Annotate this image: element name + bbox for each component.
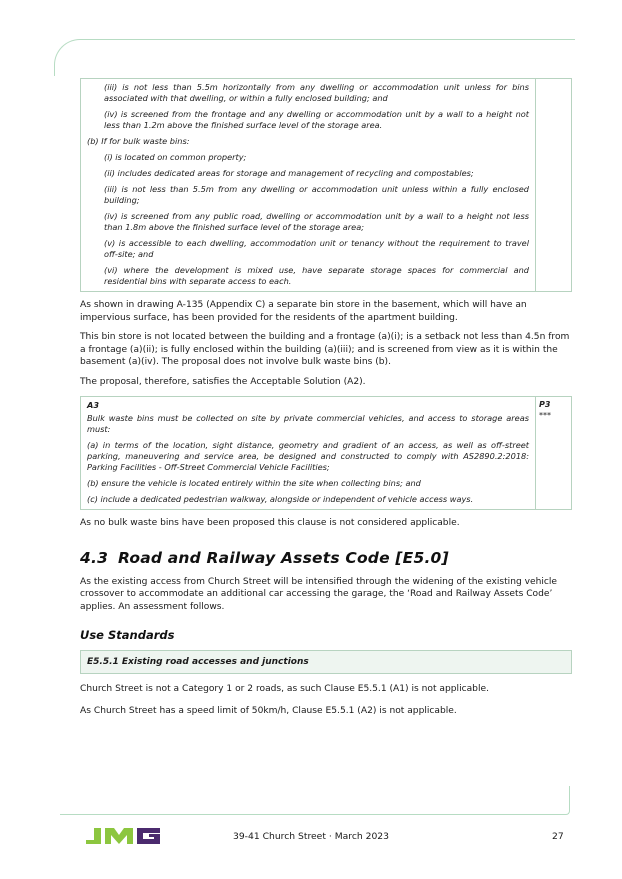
table-a2-item-a-iii: (iii) is not less than 5.5m horizontally from any dwelling or accommodation unit unless for bins associated with that dwelling, or within a fully enclosed building; and <box>104 82 529 103</box>
table-a3-item-c: (c) include a dedicated pedestrian walkway, alongside or independent of vehicle access ways. <box>87 494 474 504</box>
table-a2-item-b-iv: (iv) is screened from any public road, dwelling or accommodation unit by a wall to a height not less than 1.8m above the finished surface level of the storage area; <box>104 211 529 232</box>
table-a2-item-b-i: (i) is located on common property; <box>104 152 247 162</box>
page-corner-bottom-decoration <box>60 786 570 815</box>
section-number: 4.3 <box>80 548 109 567</box>
page-content <box>80 78 572 717</box>
paragraph-bin-store: As shown in drawing A-135 (Appendix C) a separate bin store in the basement, which will have an impervious surface, has been provided for the residents of the apartment building. <box>80 300 527 323</box>
table-a2-item-b-vi: (vi) where the development is mixed use, have separate storage spaces for commercial and residential bins with separate access to each. <box>104 265 529 286</box>
page-number: 27 <box>552 831 564 842</box>
paragraph-road-assets: As the existing access from Church Street will be intensified through the widening of the existing vehicle crossover to accommodate an additional car accessing the garage, the ‘Road and Railway Assets Code’ applies. An assessment follows. <box>80 576 558 612</box>
table-a3-item-a: (a) in terms of the location, sight distance, geometry and gradient of an access, as well as off-street parking, maneuvering and service area, be designed and constructed to comply with AS2890.2:2018: Parking Facilities - Off-Street Commercial Vehicle Facilities; <box>87 440 529 472</box>
table-a3-performance-code: P3 <box>539 400 551 409</box>
paragraph-bin-location: This bin store is not located between the building and a frontage (a)(i); is a setback not less than 4.5n from a frontage (a)(ii); is fully enclosed within the building (a)(iii); and is screened from view as it is within the basement (a)(iv). The proposal does not involve bulk waste bins (b). <box>80 332 570 367</box>
table-a3-code: A3 <box>87 400 100 410</box>
table-a2-item-b-ii: (ii) includes dedicated areas for storage and management of recycling and compostables; <box>104 168 474 178</box>
table-a3-intro: Bulk waste bins must be collected on site by private commercial vehicles, and access to storage areas must: <box>87 413 529 434</box>
section-heading <box>80 549 572 567</box>
acceptable-solution-table-a3 <box>80 396 572 510</box>
paragraph-conclusion-a2: The proposal, therefore, satisfies the Acceptable Solution (A2). <box>80 376 366 387</box>
section-title: Road and Railway Assets Code [E5.0] <box>118 548 449 567</box>
table-a2-item-b-v: (v) is accessible to each dwelling, accommodation unit or tenancy without the requirement to travel off-site; and <box>104 238 529 259</box>
table-a3-item-b: (b) ensure the vehicle is located entirely within the site when collecting bins; and <box>87 478 421 488</box>
paragraph-category: Church Street is not a Category 1 or 2 roads, as such Clause E5.5.1 (A1) is not applicable. <box>80 684 489 694</box>
acceptable-solution-table-a2 <box>80 78 572 292</box>
table-a3-main-cell <box>81 397 536 509</box>
table-a2-item-a-iv: (iv) is screened from the frontage and any dwelling or accommodation unit by a wall to a height not less than 1.2m above the finished surface level of the storage area. <box>104 109 529 130</box>
paragraph-bulk-waste: As no bulk waste bins have been proposed this clause is not considered applicable. <box>80 518 460 528</box>
table-a2-item-b-iii: (iii) is not less than 5.5m from any dwelling or accommodation unit unless within a fully enclosed building; <box>104 184 529 205</box>
footer-text: 39-41 Church Street · March 2023 <box>232 831 390 842</box>
table-a3-side-cell <box>536 397 571 509</box>
paragraph-speed-limit: As Church Street has a speed limit of 50km/h, Clause E5.5.1 (A2) is not applicable. <box>80 705 457 716</box>
page-footer <box>0 824 622 848</box>
page-corner-top-decoration <box>54 39 575 76</box>
table-a3-performance-text: *** <box>539 411 551 420</box>
table-a2-heading-b: (b) If for bulk waste bins: <box>87 136 190 146</box>
clause-heading-box: E5.5.1 Existing road accesses and junctions <box>80 650 572 674</box>
table-a2-side-cell <box>536 79 571 291</box>
subheading-use-standards: Use Standards <box>80 628 175 642</box>
table-a2-main-cell <box>81 79 536 291</box>
